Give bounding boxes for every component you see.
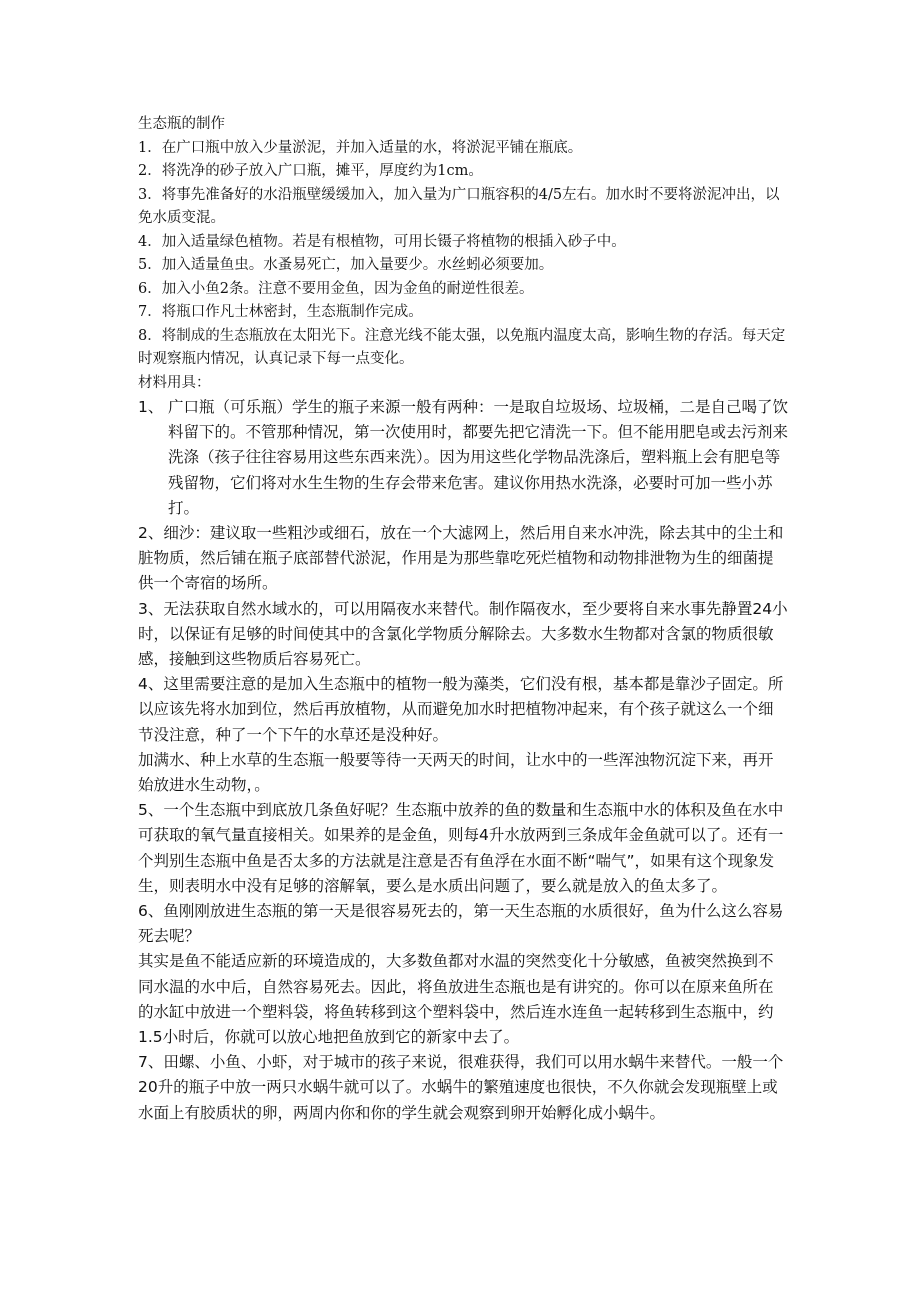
item-number: 5、 bbox=[138, 801, 164, 820]
item-number: 3、 bbox=[138, 599, 164, 618]
item-number: 4、 bbox=[138, 675, 164, 694]
materials-heading: 材料用具： bbox=[138, 374, 211, 391]
step-4: 4．加入适量绿色植物。若是有根植物，可用长镊子将植物的根插入砂子中。 bbox=[138, 233, 626, 250]
document-body bbox=[138, 113, 788, 1126]
item-text: 广口瓶（可乐瓶）学生的瓶子来源一般有两种：一是取自垃圾场、垃圾桶，二是自己喝了饮料留下的。不管那种情况，第一次使用时，都要先把它清洗一下。但不能用肥皂或去污剂来洗涤（孩子往往容易用这些东西来洗）。因为用这些化学物品洗涤后，塑料瓶上会有肥皂等残留物，它们将对水生生物的生存会带来危害。建议你用热水洗涤，必要时可加一些小苏打。 bbox=[168, 398, 789, 517]
step-6: 6．加入小鱼2条。注意不要用金鱼，因为金鱼的耐逆性很差。 bbox=[138, 280, 534, 297]
item-number: 2、 bbox=[138, 524, 164, 543]
item-text: 鱼刚刚放进生态瓶的第一天是很容易死去的，第一天生态瓶的水质很好，鱼为什么这么容易死去呢？ bbox=[138, 902, 784, 946]
material-item-4 bbox=[138, 672, 788, 748]
item-text: 这里需要注意的是加入生态瓶中的植物一般为藻类，它们没有根，基本都是靠沙子固定。所以应该先将水加到位，然后再放植物，从而避免加水时把植物冲起来，有个孩子就这么一个细节没注意，种了一个下午的水草还是没种好。 bbox=[138, 675, 784, 744]
item-number: 7、 bbox=[138, 1053, 164, 1072]
material-item-3 bbox=[138, 597, 788, 673]
item-number: 1、 bbox=[138, 398, 164, 416]
step-1: 1．在广口瓶中放入少量淤泥，并加入适量的水，将淤泥平铺在瓶底。 bbox=[138, 139, 583, 156]
step-3: 3．将事先准备好的水沿瓶壁缓缓加入，加入量为广口瓶容积的4/5左右。加水时不要将淤泥冲出，以免水质变混。 bbox=[138, 186, 780, 226]
item-text: 细沙：建议取一些粗沙或细石，放在一个大滤网上，然后用自来水冲洗，除去其中的尘土和脏物质，然后铺在瓶子底部替代淤泥，作用是为那些靠吃死烂植物和动物排泄物为生的细菌提供一个寄宿的场所。 bbox=[138, 524, 784, 593]
material-item-7 bbox=[138, 1050, 788, 1126]
step-2: 2．将洗净的砂子放入广口瓶，摊平，厚度约为1cm。 bbox=[138, 163, 483, 179]
item-text: 田螺、小鱼、小虾，对于城市的孩子来说，很难获得，我们可以用水蜗牛来替代。一般一个20升的瓶子中放一两只水蜗牛就可以了。水蜗牛的繁殖速度也很快，不久你就会发现瓶壁上或水面上有胶质状的卵，两周内你和你的学生就会观察到卵开始孵化成小蜗牛。 bbox=[138, 1053, 784, 1122]
material-item-2 bbox=[138, 521, 788, 597]
item-number: 6、 bbox=[138, 902, 164, 921]
item-text: 无法获取自然水域水的，可以用隔夜水来替代。制作隔夜水，至少要将自来水事先静置24小时，以保证有足够的时间使其中的含氯化学物质分解除去。大多数水生物都对含氯的物质很敏感，接触到这些物质后容易死亡。 bbox=[138, 599, 788, 669]
material-item-5 bbox=[138, 798, 788, 899]
paragraph-fish: 其实是鱼不能适应新的环境造成的，大多数鱼都对水温的突然变化十分敏感，鱼被突然换到不同水温的水中后，自然容易死去。因此，将鱼放进生态瓶也是有讲究的。你可以在原来鱼所在的水缸中放进一个塑料袋，将鱼转移到这个塑料袋中，然后连水连鱼一起转移到生态瓶中，约1.5小时后，你就可以放心地把鱼放到它的新家中去了。 bbox=[138, 952, 774, 1047]
step-8: 8．将制成的生态瓶放在太阳光下。注意光线不能太强，以免瓶内温度太高，影响生物的存活。每天定时观察瓶内情况，认真记录下每一点变化。 bbox=[138, 327, 786, 367]
paragraph-water: 加满水、种上水草的生态瓶一般要等待一天两天的时间，让水中的一些浑浊物沉淀下来，再开始放进水生动物，。 bbox=[138, 750, 774, 795]
item-text: 一个生态瓶中到底放几条鱼好呢？生态瓶中放养的鱼的数量和生态瓶中水的体积及鱼在水中可获取的氧气量直接相关。如果养的是金鱼，则每4升水放两到三条成年金鱼就可以了。还有一个判别生态瓶中鱼是否太多的方法就是注意是否有鱼浮在水面不断“喘气”，如果有这个现象发生，则表明水中没有足够的溶解氧，要么是水质出问题了，要么就是放入的鱼太多了。 bbox=[138, 801, 784, 895]
step-5: 5．加入适量鱼虫。水蚤易死亡，加入量要少。水丝蚓必须要加。 bbox=[138, 257, 554, 273]
section-title: 生态瓶的制作 bbox=[138, 116, 225, 132]
material-item-6 bbox=[138, 899, 788, 949]
step-7: 7．将瓶口作凡士林密封，生态瓶制作完成。 bbox=[138, 304, 423, 320]
material-item-1 bbox=[138, 395, 788, 521]
